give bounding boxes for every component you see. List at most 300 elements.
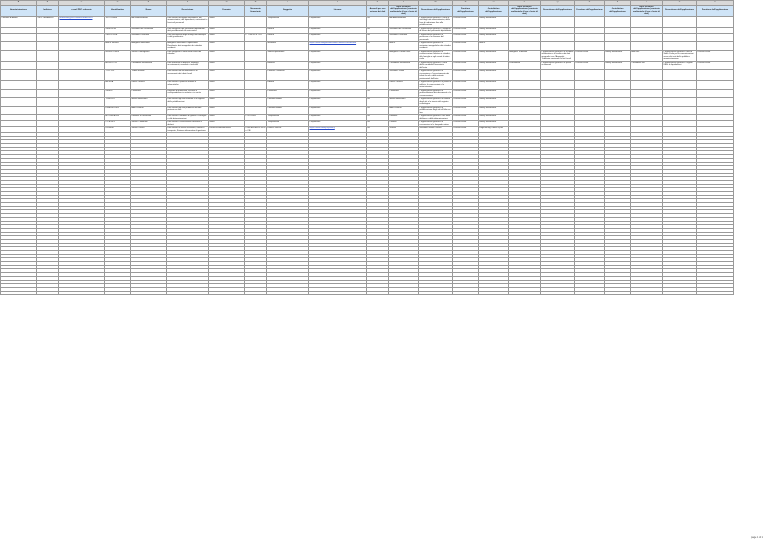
table-cell[interactable] [245,61,267,70]
empty-cell[interactable] [309,291,367,295]
table-cell[interactable]: Gestione Tributi [389,70,419,81]
table-cell[interactable]: Dati anagrafici del personale dipendente, dati previdenziali ed assicurativi [167,27,209,33]
table-cell[interactable]: Proprietario [309,27,367,33]
table-cell[interactable] [697,33,734,42]
table-cell[interactable] [605,16,631,27]
table-cell[interactable]: L'applicazione gestisce le concessioni e le lampade votive [419,121,453,127]
table-cell[interactable]: Dati anagrafici e dello stato civile dei cittadini [167,50,209,61]
table-cell[interactable]: Atti amministrativi [131,16,167,27]
table-cell[interactable]: Halley Informatica [479,61,509,70]
table-cell[interactable]: Word [209,98,245,107]
table-cell[interactable]: L'applicazione gestisce le presenze e le assenze del personale [419,33,453,42]
table-cell[interactable]: no [367,81,389,90]
table-cell[interactable]: C.I.B.04.4 [105,121,131,127]
column-header[interactable]: Soggetto [267,5,309,16]
table-cell[interactable] [1,81,37,90]
table-cell[interactable] [631,42,663,51]
table-cell[interactable]: Ufficio Tecnico [389,81,419,90]
table-cell[interactable] [631,89,663,98]
table-cell[interactable] [37,61,59,70]
table-cell[interactable]: Albo Pretorio [131,106,167,115]
table-cell[interactable]: protocollo@pec.comune.ardea.rm.it [59,16,105,27]
table-cell[interactable] [1,89,37,98]
column-header[interactable]: Fornitore dell'applicazione [697,5,734,16]
empty-cell[interactable] [509,291,541,295]
table-cell[interactable]: Licenza d'uso [453,81,479,90]
column-letter[interactable]: I [267,1,309,6]
table-cell[interactable]: Halley Informatica [479,33,509,42]
column-letter[interactable]: A [1,1,37,6]
table-cell[interactable]: Word [209,81,245,90]
empty-cell[interactable] [479,291,509,295]
table-cell[interactable]: Proprietario [309,89,367,98]
table-cell[interactable] [663,70,697,81]
table-cell[interactable] [245,89,267,98]
table-cell[interactable]: https://www.halley.it/privacy [309,127,367,133]
table-cell[interactable] [541,70,575,81]
table-cell[interactable]: Dati relativi agli atti pubblicati all'albo pretorio on line [167,106,209,115]
table-cell[interactable]: Servizi Tecnici [131,127,167,133]
table-cell[interactable] [37,81,59,90]
table-cell[interactable] [509,42,541,51]
table-cell[interactable]: Halley Informatica [479,81,509,90]
table-cell[interactable]: no [367,50,389,61]
table-cell[interactable]: Halley Informatica [479,50,509,61]
table-cell[interactable]: Fondi e Servizi [267,127,309,133]
table-cell[interactable]: Dati relativi alle dichiarazioni e ai versamenti dei tributi locali [167,70,209,81]
table-cell[interactable]: no [367,127,389,133]
table-cell[interactable]: no [367,27,389,33]
table-cell[interactable] [631,33,663,42]
table-cell[interactable] [37,50,59,61]
column-letter[interactable]: O [479,1,509,6]
table-cell[interactable]: Atti Amministrativi [389,16,419,27]
column-letter[interactable]: D [105,1,131,6]
table-cell[interactable]: Protocollo [389,89,419,98]
table-cell[interactable]: Licenza d'uso [697,50,734,61]
empty-cell[interactable] [605,291,631,295]
column-header[interactable]: Descrizione [167,5,209,16]
table-cell[interactable]: Anagrafe Tributaria [509,50,541,61]
table-cell[interactable]: AL.ENT.T.01 [105,61,131,70]
table-cell[interactable]: Dati finanziari di bilancio, impegni, accertamenti, mandati e reversali [167,61,209,70]
table-cell[interactable]: Servizi Demografici [131,50,167,61]
column-header[interactable]: Fornitore dell'applicazione [453,5,479,16]
table-cell[interactable]: no [367,42,389,51]
table-cell[interactable] [59,70,105,81]
table-cell[interactable] [575,70,605,81]
table-cell[interactable] [509,89,541,98]
column-header[interactable]: Nome [131,5,167,16]
table-cell[interactable]: Via L. Morbiducci [37,16,59,27]
table-cell[interactable] [605,89,631,98]
empty-cell[interactable] [1,291,37,295]
table-cell[interactable] [509,81,541,90]
table-cell[interactable] [509,16,541,27]
table-cell[interactable]: L'applicazione gestisce i registri IVA e le liquidazioni [663,61,697,70]
table-cell[interactable] [509,98,541,107]
column-letter[interactable]: K [367,1,389,6]
table-cell[interactable]: Albo Pretorio [389,106,419,115]
table-cell[interactable]: L'applicazione gestisce lo scambio informativo e la verifica dei dati anagrafici con l'Anagrafe Tributaria nazionale ai fini fiscali [541,50,574,60]
table-cell[interactable]: L'applicazione gestisce le spese economali [541,61,575,70]
table-cell[interactable]: Word [209,61,245,70]
table-cell[interactable] [605,70,631,81]
table-cell[interactable]: Excel/Documenti/Word [209,127,245,133]
table-cell[interactable]: Proprietario [309,106,367,115]
empty-cell[interactable] [245,291,267,295]
column-header[interactable]: Licenza [309,5,367,16]
column-header[interactable]: Altre rilevanze dell'applicazione (contesto ambientale d'uso e fonte di dati) [390,5,417,15]
table-cell[interactable]: L. 7 feb 90 n. 241 [245,33,267,42]
table-cell[interactable] [541,89,575,98]
table-cell[interactable]: Bilancio [267,61,309,70]
column-header[interactable]: Identificativo [105,5,131,16]
table-cell[interactable]: Dati relativi a concessioni cimiteriali e defunti [167,121,209,127]
table-cell[interactable] [59,89,105,98]
table-cell[interactable] [245,81,267,90]
table-cell[interactable]: Scuola [389,127,419,133]
column-letter[interactable]: N [453,1,479,6]
column-letter[interactable]: J [309,1,367,6]
table-cell[interactable]: Dati provenienti dagli orologi marcatempo e dai giustificativi [167,33,209,42]
table-cell[interactable]: Protocollo [131,89,167,98]
column-letter[interactable]: M [419,1,453,6]
table-cell[interactable] [697,81,734,90]
table-cell[interactable]: Contabilità Iva [631,61,663,70]
table-cell[interactable]: Proprietario [309,121,367,127]
table-cell[interactable] [663,16,697,27]
table-cell[interactable] [37,98,59,107]
table-cell[interactable]: Licenza d'uso [453,33,479,42]
table-cell[interactable] [37,33,59,42]
table-cell[interactable]: Proprietario [309,50,367,61]
empty-cell[interactable] [663,291,697,295]
table-cell[interactable] [1,98,37,107]
empty-cell[interactable] [105,291,131,295]
table-cell[interactable] [631,106,663,115]
table-cell[interactable]: no [367,89,389,98]
table-cell[interactable]: Licenza d'uso [453,61,479,70]
column-letter[interactable]: E [131,1,167,6]
table-cell[interactable]: Licenza d'uso [575,61,605,70]
table-cell[interactable]: Halley Informatica [479,98,509,107]
table-cell[interactable] [697,16,734,27]
empty-cell[interactable] [389,291,419,295]
table-cell[interactable]: Licenza d'uso [453,98,479,107]
table-cell[interactable]: 230178 PRE [105,33,131,42]
table-cell[interactable]: L'applicazione gestisce il ciclo della contabilità finanziaria dell'ente [419,61,453,70]
table-cell[interactable]: Proprietario [309,115,367,121]
column-letter[interactable]: B [37,1,59,6]
table-cell[interactable]: Halley Informatica [479,70,509,81]
table-cell[interactable]: Halley Informatica [479,89,509,98]
table-cell[interactable] [245,42,267,51]
table-cell[interactable]: L'applicazione gestisce l'iter delle delibere e delle determinazioni [419,115,453,121]
table-cell[interactable]: Altri Enti [631,50,663,61]
table-cell[interactable] [59,50,105,61]
table-cell[interactable] [697,42,734,51]
table-cell[interactable]: Gestione del Personale [389,27,419,33]
table-cell[interactable] [245,98,267,107]
table-cell[interactable]: Licenza d'uso [453,89,479,98]
table-cell[interactable]: no [367,106,389,115]
table-cell[interactable]: 1477716804 [105,16,131,27]
column-header[interactable]: Fornitore dell'applicazione [575,5,605,16]
table-cell[interactable]: Licenza d'uso [453,50,479,61]
table-cell[interactable]: Contabilità Finanziaria [389,61,419,70]
table-cell[interactable]: Licenza d'uso [453,70,479,81]
table-cell[interactable]: no [367,121,389,127]
column-header[interactable]: Formato [209,5,245,16]
column-header[interactable]: Accordi per uso esterno dei dati [367,5,389,16]
table-cell[interactable] [541,81,575,90]
column-letter[interactable]: S [605,1,631,6]
table-cell[interactable]: Comunicazione [267,98,309,107]
table-cell[interactable]: 000003 Y0000 [105,50,131,61]
empty-cell[interactable] [59,291,105,295]
table-cell[interactable]: Comune di Ardea [1,16,37,27]
table-cell[interactable]: Servizi Cimiteriali [131,121,167,127]
column-header[interactable]: Indirizzo [37,5,59,16]
table-cell[interactable]: 240678236 [105,27,131,33]
column-header[interactable]: Jurisdiction dell'applicazione [605,5,631,16]
table-cell[interactable]: Proprietario [309,98,367,107]
table-cell[interactable]: Contabilità Finanziaria [131,61,167,70]
empty-cell[interactable] [209,291,245,295]
table-cell[interactable]: no [367,98,389,107]
table-cell[interactable] [575,106,605,115]
column-header[interactable]: Strumento finanziario [245,5,267,16]
table-cell[interactable]: https://www.anagrafenazionale.interno.it/normativa [309,42,367,51]
table-cell[interactable]: Messi Notificatori [131,98,167,107]
table-cell[interactable]: ANPR 060009 [105,42,131,51]
table-cell[interactable]: L'applicazione gestisce la protocollazione dei documenti e la conservazione [419,89,451,97]
table-cell[interactable]: Engineering Tributi S.p.A. [479,127,509,133]
table-cell[interactable] [541,33,575,42]
table-cell[interactable] [1,33,37,42]
table-cell[interactable]: Tributi Entrate [131,70,167,81]
table-cell[interactable] [697,89,734,98]
table-cell[interactable]: Anagrafe e Stato civile [389,50,419,61]
column-letter[interactable]: P [509,1,541,6]
table-cell[interactable]: Edilizia [267,81,309,90]
table-cell[interactable] [509,33,541,42]
column-letter[interactable]: C [59,1,105,6]
table-cell[interactable]: Proprietario [309,81,367,90]
table-cell[interactable]: Word [209,70,245,81]
column-header[interactable]: Amministrazione [1,5,37,16]
table-cell[interactable] [541,106,575,115]
table-cell[interactable] [605,42,631,51]
table-cell[interactable] [59,33,105,42]
table-cell[interactable] [575,42,605,51]
table-cell[interactable] [1,42,37,51]
table-cell[interactable]: Halley Informatica [479,115,509,121]
table-cell[interactable]: Word [209,89,245,98]
table-cell[interactable]: ATT.RELA.003 [105,115,131,121]
table-cell[interactable]: Interno [267,27,309,33]
column-letter[interactable]: H [245,1,267,6]
table-cell[interactable] [59,98,105,107]
table-cell[interactable]: L'applicazione gestisce la pubblicazione degli atti all'albo on line [419,106,453,115]
table-cell[interactable] [663,33,697,42]
table-cell[interactable]: Proprietario [309,61,367,70]
table-cell[interactable]: Interno [267,33,309,42]
column-header[interactable]: Descrizione dell'applicazione [663,5,697,16]
table-cell[interactable] [59,42,105,51]
table-cell[interactable]: 7.111.231 [105,70,131,81]
table-cell[interactable]: Licenza d'uso [453,121,479,127]
table-cell[interactable]: Economato [509,61,541,70]
table-cell[interactable]: ANPR [479,42,509,51]
table-cell[interactable]: Dati relativi a delibere di giunta e consiglio e alle determinazioni [167,115,209,121]
table-cell[interactable]: Word [209,115,245,121]
table-cell[interactable]: Halley Informatica [605,61,631,70]
column-letter[interactable]: R [575,1,605,6]
table-cell[interactable]: F.MESS.0.003 [105,106,131,115]
table-cell[interactable]: Dati relativi agli atti notificati e al registro delle pubblicazioni [167,98,209,107]
table-cell[interactable] [245,50,267,61]
table-cell[interactable]: Trasparenza [267,115,309,121]
table-cell[interactable]: Anagrafe Nazionale Popolazione Residente: dati anagrafici dei cittadini residenti [167,42,209,51]
table-cell[interactable]: Dati relativi a pratiche edilizie e urbanistiche [167,81,209,90]
table-cell[interactable]: Ufficio Tecnico [131,81,167,90]
empty-cell[interactable] [131,291,167,295]
table-cell[interactable]: Cimiteri [389,121,419,127]
table-cell[interactable]: Halley Informatica [479,16,509,27]
table-cell[interactable] [37,106,59,115]
table-cell[interactable] [663,89,697,98]
table-cell[interactable]: Word [209,121,245,127]
table-cell[interactable]: no [367,115,389,121]
table-cell[interactable]: Messi Notificatori [389,98,419,107]
table-cell[interactable]: Proprietario [309,33,367,42]
table-cell[interactable]: 0120448 [105,127,131,133]
table-cell[interactable]: Word [209,27,245,33]
table-cell[interactable]: ANPR [389,42,419,51]
column-header[interactable]: Descrizione dell'applicazione [419,5,453,16]
table-cell[interactable]: Gestione atti Personale [131,27,167,33]
table-cell[interactable]: Dati relativi ad organi istituzionali, atti amministrativi, dei dipendenti, contrattuali e fascicoli personali [167,16,209,27]
table-cell[interactable]: Word [209,42,245,51]
table-cell[interactable]: Delibere [389,115,419,121]
table-cell[interactable] [245,106,267,115]
table-cell[interactable] [541,16,575,27]
table-cell[interactable]: Licenza d'uso [453,115,479,121]
column-letter[interactable]: F [167,1,209,6]
empty-cell[interactable] [367,291,389,295]
table-cell[interactable]: Dati relativi ai servizi scolastici, mense e trasporto; Sistema informativo di gestione [167,127,209,133]
table-cell[interactable] [575,16,605,27]
table-cell[interactable]: Gestione Servizi Tecnici [419,127,453,133]
table-cell[interactable] [697,70,734,81]
table-cell[interactable]: L'applicazione gestisce il ciclo di vita degli atti amministrativi, dalla fase di redazione fino alla pubblicazione [419,16,453,27]
table-cell[interactable] [697,106,734,115]
table-cell[interactable]: Licenza d'uso [453,106,479,115]
table-cell[interactable] [663,106,697,115]
table-cell[interactable] [663,42,697,51]
table-cell[interactable]: no [367,61,389,70]
empty-cell[interactable] [267,291,309,295]
table-cell[interactable] [1,70,37,81]
table-cell[interactable] [37,42,59,51]
table-cell[interactable] [605,98,631,107]
table-cell[interactable] [245,70,267,81]
table-cell[interactable]: Halley Informatica [479,27,509,33]
table-cell[interactable]: T.000.051 [105,98,131,107]
table-cell[interactable]: Licenza d'uso [453,127,479,133]
table-cell[interactable] [663,98,697,107]
table-cell[interactable] [59,106,105,115]
table-cell[interactable] [1,106,37,115]
table-cell[interactable]: Licenza d'uso [453,42,479,51]
table-cell[interactable] [509,106,541,115]
column-header[interactable]: e-mail PEC referente [59,5,105,16]
table-cell[interactable]: L.267/2000 [245,115,267,121]
table-cell[interactable]: Proprietario [309,16,367,27]
column-letter[interactable]: G [209,1,245,6]
table-cell[interactable]: Word [209,50,245,61]
table-cell[interactable]: Licenza d'uso [453,16,479,27]
table-cell[interactable] [575,89,605,98]
column-header[interactable]: Altre rilevanze dell'applicazione (contesto ambientale d'uso e fonte di dati) [631,5,663,16]
table-cell[interactable]: Protocollo [267,89,309,98]
table-cell[interactable] [697,98,734,107]
table-cell[interactable] [631,70,663,81]
empty-cell[interactable] [37,291,59,295]
table-cell[interactable] [605,33,631,42]
table-cell[interactable] [37,89,59,98]
table-cell[interactable]: L'applicazione gestisce le comunicazioni relative ai cittadini, alle famiglie e agli eventi di stato civile [419,50,453,61]
empty-cell[interactable] [541,291,575,295]
empty-cell[interactable] [575,291,605,295]
table-cell[interactable]: Anagrafe Nazionale [131,42,167,51]
column-letter[interactable]: L [389,1,419,6]
table-cell[interactable]: L'applicazione gestisce le pratiche edilizie, le concessioni e le autorizzazioni [419,81,451,88]
table-cell[interactable] [1,61,37,70]
table-cell[interactable]: L'applicazione gestisce le variazioni anagrafiche dei cittadini residenti [419,42,451,49]
empty-cell[interactable] [631,291,663,295]
table-cell[interactable] [631,81,663,90]
table-cell[interactable] [575,81,605,90]
empty-cell[interactable] [419,291,453,295]
table-cell[interactable]: no [367,70,389,81]
column-letter[interactable]: U [663,1,697,6]
table-cell[interactable]: Politiche Tributarie [267,70,309,81]
table-cell[interactable]: Halley Informatica [479,121,509,127]
empty-cell[interactable] [697,291,734,295]
table-cell[interactable]: Ministero [267,42,309,51]
table-cell[interactable]: Halley Informatica [479,106,509,115]
table-cell[interactable]: AR.MTA [105,81,131,90]
table-cell[interactable]: L'applicazione gestisce il rapporto di lavoro del personale dipendente [419,27,452,32]
column-header[interactable]: Jurisdiction dell'applicazione [479,5,509,16]
table-cell[interactable]: Il uso dei dati in SPID e CIE [245,127,266,132]
table-cell[interactable]: Word [209,33,245,42]
table-cell[interactable] [1,50,37,61]
table-cell[interactable]: Comunicazione [267,106,309,115]
table-cell[interactable] [631,16,663,27]
table-cell[interactable]: Word [209,16,245,27]
table-cell[interactable]: L'applicazione gestisce i dati di Stato Civile per le comunicazioni verso altri enti della pubblica amministrazione [663,50,697,61]
column-header[interactable]: Altre rilevanze dell'applicazione (contesto ambientale d'uso e fonte di dati) [509,5,541,16]
table-cell[interactable]: Registro di protocollo, archivio e corrispondenza in entrata e in uscita [167,89,209,98]
table-cell[interactable]: Gestione Presenze [131,33,167,42]
table-cell[interactable] [59,81,105,90]
table-cell[interactable] [245,16,267,27]
table-cell[interactable]: Licenza d'uso [453,27,479,33]
